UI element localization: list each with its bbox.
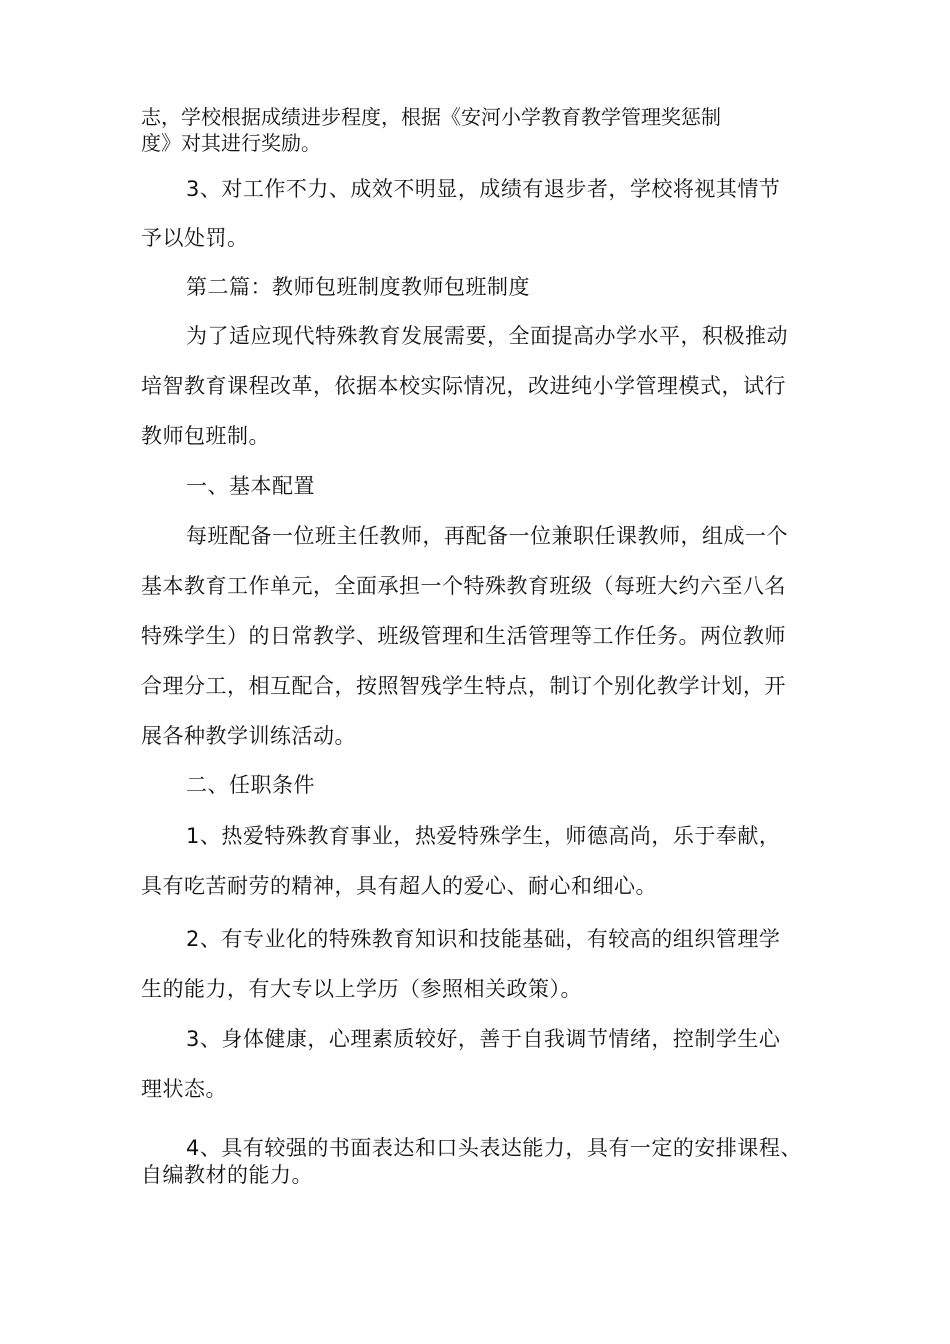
text-line: 为了适应现代特殊教育发展需要，全面提高办学水平，积极推动 — [186, 324, 788, 348]
text-line: 予以处罚。 — [141, 226, 249, 250]
text-line: 教师包班制。 — [141, 424, 270, 448]
text-line: 4、具有较强的书面表达和口头表达能力，具有一定的安排课程、 — [186, 1136, 802, 1160]
section-title: 第二篇：教师包班制度教师包班制度 — [186, 275, 530, 299]
text-line: 展各种教学训练活动。 — [141, 724, 356, 748]
section-heading: 二、任职条件 — [186, 773, 315, 797]
text-line: 生的能力，有大专以上学历（参照相关政策）。 — [141, 977, 582, 1001]
text-line: 3、身体健康，心理素质较好，善于自我调节情绪，控制学生心 — [186, 1027, 781, 1051]
text-line: 志，学校根据成绩进步程度，根据《安河小学教育教学管理奖惩制 — [141, 105, 721, 129]
text-line: 理状态。 — [141, 1077, 227, 1101]
text-line: 度》对其进行奖励。 — [141, 131, 321, 155]
text-line: 1、热爱特殊教育事业，热爱特殊学生，师德高尚，乐于奉献， — [186, 824, 781, 848]
section-heading: 一、基本配置 — [186, 474, 315, 498]
text-line: 特殊学生）的日常教学、班级管理和生活管理等工作任务。两位教师 — [141, 624, 786, 648]
text-line: 培智教育课程改革，依据本校实际情况，改进纯小学管理模式，试行 — [141, 374, 786, 398]
text-line: 3、对工作不力、成效不明显，成绩有退步者，学校将视其情节 — [186, 177, 781, 201]
text-line: 自编教材的能力。 — [141, 1163, 313, 1187]
text-line: 每班配备一位班主任教师，再配备一位兼职任课教师，组成一个 — [186, 524, 788, 548]
text-line: 合理分工，相互配合，按照智残学生特点，制订个别化教学计划，开 — [141, 674, 786, 698]
text-line: 2、有专业化的特殊教育知识和技能基础，有较高的组织管理学 — [186, 927, 781, 951]
text-line: 具有吃苦耐劳的精神，具有超人的爱心、耐心和细心。 — [141, 874, 657, 898]
text-line: 基本教育工作单元，全面承担一个特殊教育班级（每班大约六至八名 — [141, 574, 786, 598]
